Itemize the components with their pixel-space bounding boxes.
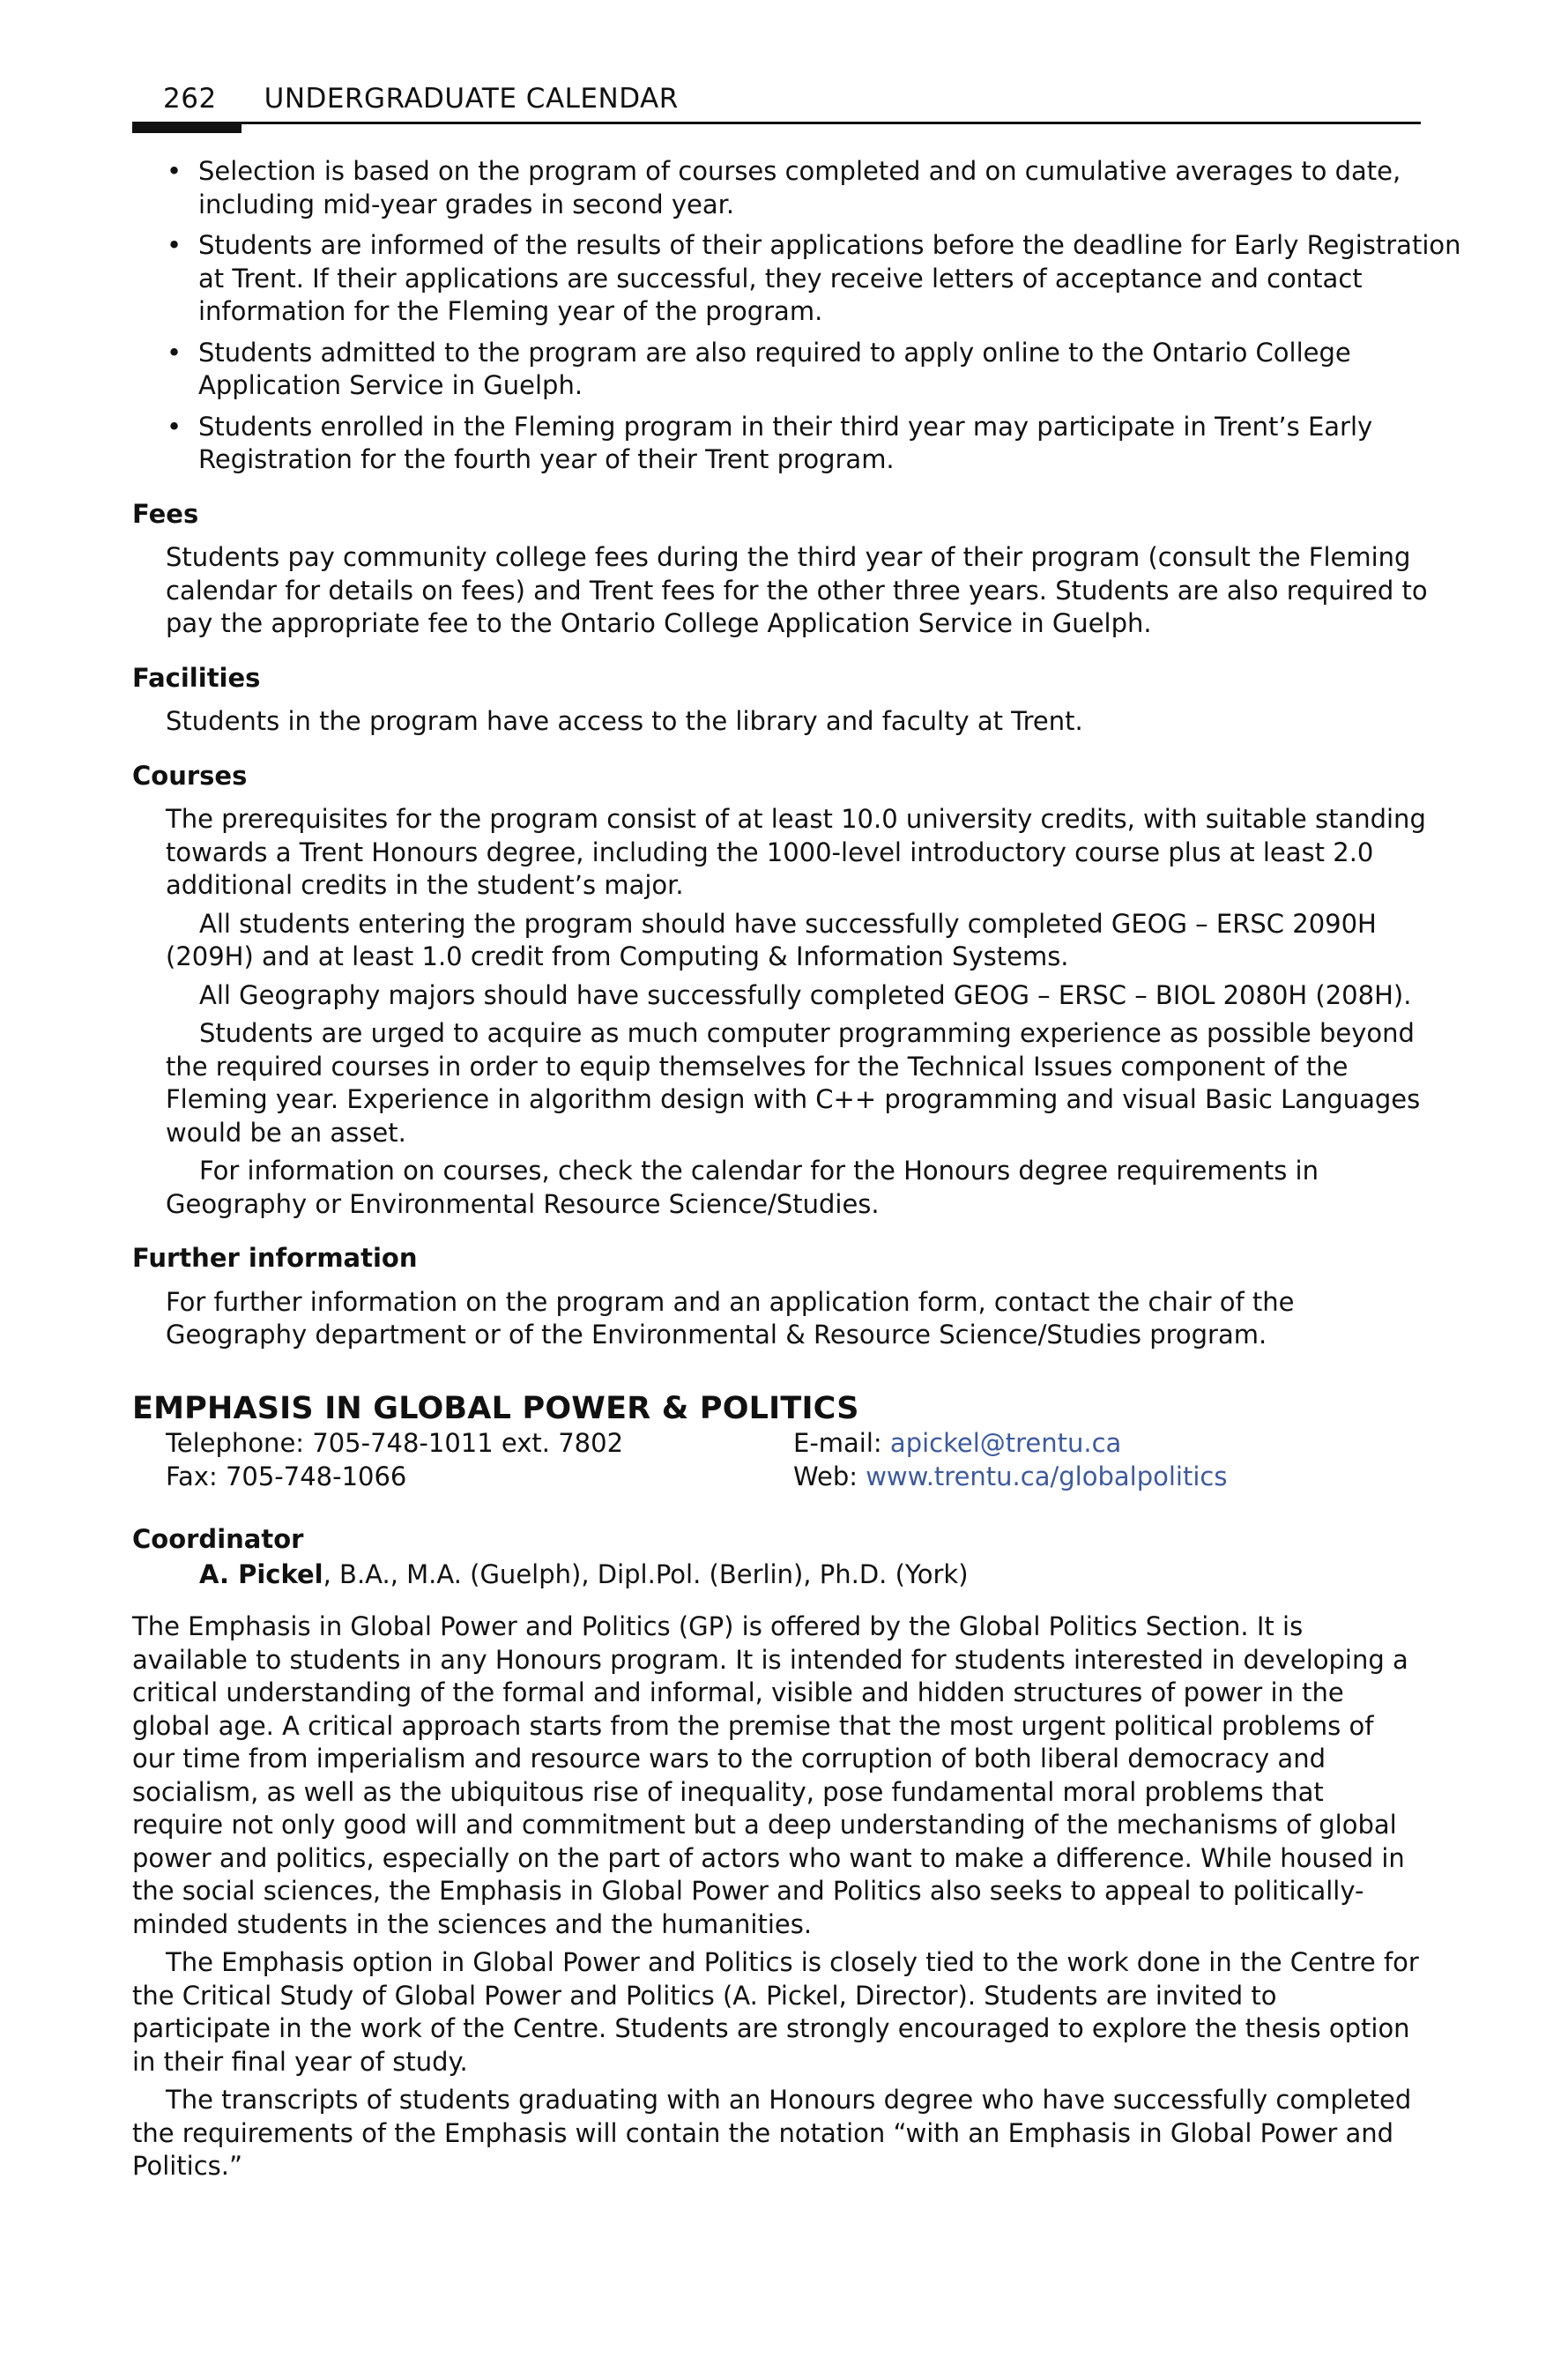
coordinator-credentials: , B.A., M.A. (Guelph), Dipl.Pol. (Berlin), Ph.D. (York) <box>323 1558 969 1589</box>
email-line <box>793 1427 1435 1461</box>
fees-text: Students pay community college fees during the third year of their program (consult the Fleming calendar for details on fees) and Trent fees for the other three years. Students are also required to pay the appropriate fee to the Ontario College Application Service in Guelph. <box>166 542 1428 638</box>
bullet-dot: • <box>167 411 182 442</box>
bullet-item <box>132 229 1494 329</box>
courses-heading: Courses <box>132 760 248 791</box>
courses-section <box>132 803 1435 1221</box>
emphasis-paragraph: The Emphasis in Global Power and Politics (GP) is offered by the Global Politics Section. It is available to students in any Honours program. It is intended for students interested in developing a critical understanding of the formal and informal, visible and hidden structures of power in the global age. A critical approach starts from the premise that the most urgent political problems of our time from imperialism and resource wars to the corruption of both liberal democracy and socialism, as well as the ubiquitous rise of inequality, pose fundamental moral problems that require not only good will and commitment but a deep understanding of the mechanisms of global power and politics, especially on the part of actors who want to make a difference. While housed in the social sciences, the Emphasis in Global Power and Politics also seeks to appeal to politically-minded students in the sciences and the humanities. <box>132 1611 1408 1939</box>
coordinator-name: A. Pickel <box>199 1558 323 1589</box>
coordinator-entry <box>132 1558 1421 1592</box>
bullet-text: Students enrolled in the Fleming program in their third year may participate in Trent’s Early Registration for the fourth year of their Trent program. <box>198 411 1373 474</box>
courses-paragraph: Students are urged to acquire as much computer programming experience as possible beyond the required courses in order to equip themselves for the Technical Issues component of the Fleming year. Experience in algorithm design with C++ programming and visual Basic Languages would be an asset. <box>166 1018 1421 1148</box>
web-link[interactable]: www.trentu.ca/globalpolitics <box>866 1461 1228 1491</box>
further-info-text: For further information on the program and an application form, contact the chair of the Geography department or of the Environmental & Resource Science/Studies program. <box>166 1286 1295 1350</box>
bullet-item <box>132 155 1494 221</box>
emphasis-heading: EMPHASIS IN GLOBAL POWER & POLITICS <box>132 1390 859 1426</box>
bullet-item <box>132 337 1494 403</box>
further-info-section <box>132 1286 1435 1352</box>
bullet-item <box>132 411 1494 477</box>
courses-paragraph: All students entering the program should have successfully completed GEOG – ERSC 2090H (209H) and at least 1.0 credit from Computing & Information Systems. <box>166 908 1377 971</box>
web-label: Web: <box>793 1461 866 1491</box>
facilities-heading: Facilities <box>132 662 261 693</box>
bullet-dot: • <box>167 230 182 260</box>
fax-line: Fax: 705-748-1066 <box>166 1461 407 1491</box>
page-content <box>132 155 1461 2183</box>
courses-paragraph: The prerequisites for the program consist of at least 10.0 university credits, with suitable standing towards a Trent Honours degree, including the 1000-level introductory course plus at least 2.0 additional credits in the student’s major. <box>166 804 1426 900</box>
header-rule <box>132 122 1421 124</box>
header-bar <box>132 122 241 133</box>
running-title: UNDERGRADUATE CALENDAR <box>264 83 679 115</box>
web-line <box>793 1461 1435 1494</box>
page-number: 262 <box>163 83 217 115</box>
facilities-text: Students in the program have access to the library and faculty at Trent. <box>166 706 1083 736</box>
bullet-dot: • <box>167 156 182 186</box>
further-info-heading: Further information <box>132 1243 418 1273</box>
fees-heading: Fees <box>132 498 199 529</box>
email-link[interactable]: apickel@trentu.ca <box>889 1428 1122 1458</box>
emphasis-contact-info <box>132 1427 1435 1493</box>
courses-paragraph: All Geography majors should have successfully completed GEOG – ERSC – BIOL 2080H (208H). <box>199 979 1412 1010</box>
bullet-dot: • <box>167 337 182 368</box>
emphasis-paragraph: The Emphasis option in Global Power and Politics is closely tied to the work done in the Centre for the Critical Study of Global Power and Politics (A. Pickel, Director). Students are invited to participate in the work of the Centre. Students are strongly encouraged to explore the thesis option in their final year of study. <box>132 1947 1419 2077</box>
telephone-line: Telephone: 705-748-1011 ext. 7802 <box>166 1428 624 1458</box>
selection-bullet-list <box>132 155 1461 477</box>
bullet-text: Students are informed of the results of their applications before the deadline for Early Registration at Trent. If their applications are successful, they receive letters of acceptance and contact information for the Fleming year of the program. <box>198 230 1461 326</box>
email-label: E-mail: <box>793 1428 890 1458</box>
emphasis-description <box>132 1610 1419 2183</box>
contact-online-column <box>793 1427 1435 1493</box>
contact-phone-column <box>166 1427 793 1493</box>
courses-paragraph: For information on courses, check the calendar for the Honours degree requirements in Geography or Environmental Resource Science/Studies. <box>166 1156 1319 1219</box>
coordinator-heading: Coordinator <box>132 1524 304 1554</box>
emphasis-paragraph: The transcripts of students graduating with an Honours degree who have successfully completed the requirements of the Emphasis will contain the notation “with an Emphasis in Global Power and Politics.” <box>132 2085 1412 2181</box>
facilities-section <box>132 705 1435 739</box>
header-text <box>163 83 679 115</box>
running-header <box>132 0 1421 139</box>
bullet-text: Selection is based on the program of courses completed and on cumulative averages to date, including mid-year grades in second year. <box>198 156 1401 219</box>
bullet-text: Students admitted to the program are also required to apply online to the Ontario College Application Service in Guelph. <box>198 337 1351 400</box>
fees-section <box>132 541 1435 641</box>
